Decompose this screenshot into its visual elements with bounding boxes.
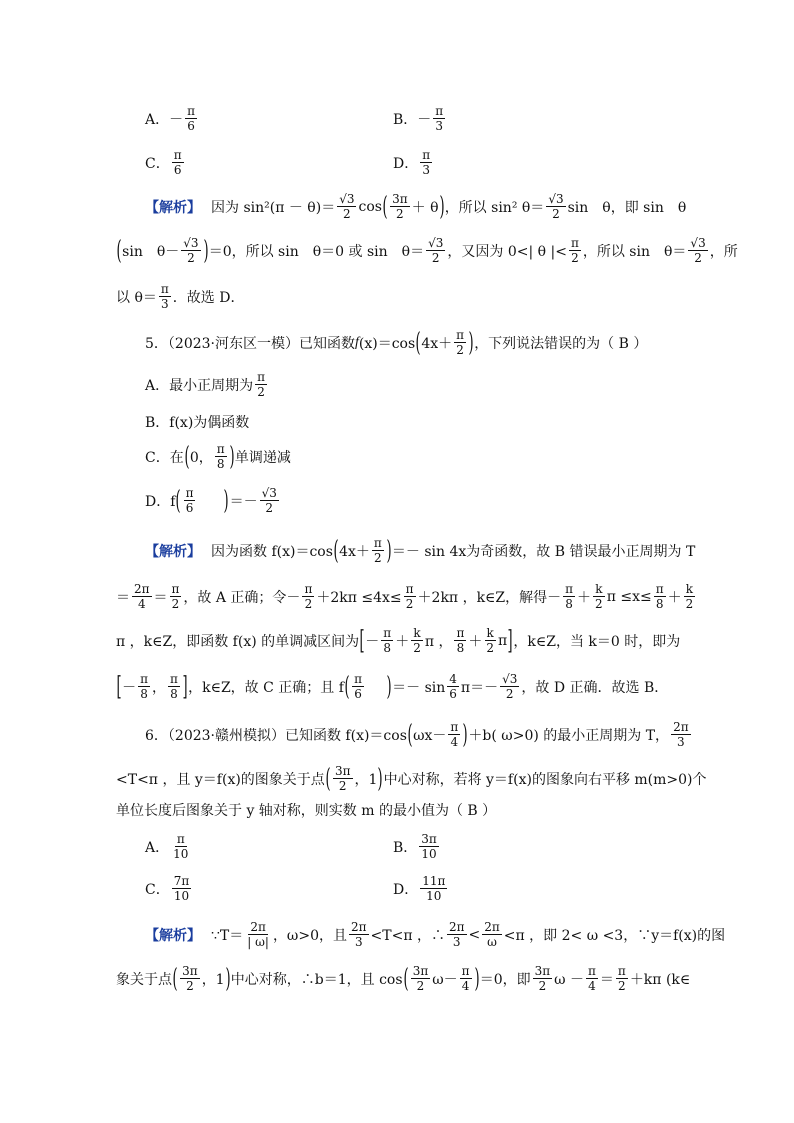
text-run: ，所以 sin² θ＝ xyxy=(444,199,545,216)
fraction xyxy=(616,964,628,993)
q5-option-c xyxy=(145,442,291,471)
fraction xyxy=(255,370,267,399)
text-run: 因为函数 f(x)＝cos xyxy=(211,543,333,560)
text-run: A．最小正周期为 xyxy=(145,377,254,394)
fraction-numerator: π xyxy=(456,626,465,640)
text-run: C． xyxy=(145,155,170,172)
fraction xyxy=(454,328,466,357)
fraction-denominator: 2 xyxy=(257,385,265,399)
fraction-denominator: 2 xyxy=(618,979,626,993)
text-run: 5．（2023·河东区一模）已知函数 xyxy=(145,335,355,352)
text-run: D． xyxy=(393,881,419,898)
fraction xyxy=(352,672,364,701)
fraction-numerator: π xyxy=(216,442,225,456)
fraction-denominator: 6 xyxy=(449,687,457,701)
fraction-numerator: π xyxy=(187,104,196,118)
fraction-denominator: 4 xyxy=(588,979,596,993)
fraction xyxy=(586,964,598,993)
fraction-denominator: | ω| xyxy=(247,935,269,949)
fraction-denominator: 4 xyxy=(137,597,146,611)
fraction-numerator: π xyxy=(160,282,169,296)
text-run: D． xyxy=(393,155,419,172)
q5-stem xyxy=(145,328,647,357)
text-run: ，故 D 正确．故选 B． xyxy=(521,679,669,696)
text-run: ＝0，所以 sin θ＝0 或 sin θ＝ xyxy=(208,243,425,260)
text-run: ＝－ sin 4x为奇函数，故 B 错误最小正周期为 T xyxy=(391,543,696,560)
fraction-numerator: 4 xyxy=(449,672,457,686)
fraction-denominator: 2 xyxy=(685,597,694,611)
fraction-denominator: 2 xyxy=(265,501,274,515)
text-run: 中心对称，∴b＝1，且 cos xyxy=(230,971,403,988)
fraction-denominator: 2 xyxy=(304,597,313,611)
text-run: < xyxy=(468,926,481,943)
text-run: ＝－ sin xyxy=(392,679,446,696)
bracket: ( xyxy=(344,671,350,702)
fraction-denominator: 3 xyxy=(161,297,169,311)
q6-stem-line-2 xyxy=(116,764,707,793)
bracket: ) xyxy=(439,191,445,222)
bracket: ( xyxy=(184,441,190,472)
fraction-numerator: 7π xyxy=(173,874,190,888)
bracket: ) xyxy=(462,719,468,750)
q5-solution-line-3 xyxy=(116,626,680,655)
fraction xyxy=(460,964,472,993)
text-run: ＋kπ (k∈ xyxy=(629,971,691,988)
text-run: 因为 sin²(π － θ)＝ xyxy=(211,199,336,216)
fraction-denominator: 6 xyxy=(187,119,195,133)
option-a xyxy=(145,104,199,133)
text-run: 中心对称，若将 y＝f(x)的图象向右平移 m(m>0)个 xyxy=(383,771,707,788)
q5-solution-line-4 xyxy=(116,672,668,701)
fraction-numerator: π xyxy=(570,236,579,250)
fraction xyxy=(533,964,553,993)
text-run: － xyxy=(365,633,380,650)
fraction-numerator: 2π xyxy=(673,720,689,734)
text-run: ＋ xyxy=(395,633,410,650)
q6-solution-line-1 xyxy=(145,920,725,949)
text-run: ，k∈Z，故 C 正确；且 f xyxy=(188,679,344,696)
fraction xyxy=(372,536,384,565)
q4-solution-line-3 xyxy=(116,282,244,311)
fraction xyxy=(390,192,410,221)
fraction-denominator: 8 xyxy=(170,687,178,701)
q4-solution-line-1 xyxy=(145,192,686,221)
fraction-denominator: 8 xyxy=(216,457,225,471)
bracket: ( xyxy=(407,719,413,750)
analysis-label: 【解析】 xyxy=(145,199,201,216)
fraction-denominator: 8 xyxy=(565,597,573,611)
fraction-numerator: 3π xyxy=(421,832,437,846)
fraction xyxy=(654,582,666,611)
fraction-denominator: 8 xyxy=(655,597,664,611)
text-run: ＋ xyxy=(667,589,682,606)
fraction-denominator: 8 xyxy=(456,641,465,655)
fraction-numerator: π xyxy=(171,582,180,596)
bracket: ) xyxy=(203,235,209,266)
q6-stem-line-1 xyxy=(145,720,693,749)
fraction-numerator: 2π xyxy=(484,920,500,934)
q5-option-b xyxy=(145,412,249,432)
text-run: D．f xyxy=(145,493,176,510)
fraction-numerator: k xyxy=(685,582,694,596)
fraction xyxy=(593,582,605,611)
fraction-denominator: 2 xyxy=(186,979,194,993)
fraction xyxy=(168,672,180,701)
text-run: C．在 xyxy=(145,449,184,466)
q5-solution-line-1 xyxy=(145,536,695,565)
bracket: [ xyxy=(116,671,122,702)
text-run: ωx－ xyxy=(413,727,447,744)
bracket: ] xyxy=(182,671,188,702)
text-run: sin θ，即 sin θ xyxy=(567,199,687,216)
text-run: 单调递减 xyxy=(234,449,291,466)
text-run: cos xyxy=(358,198,382,215)
fraction-denominator: 2 xyxy=(171,597,180,611)
option-c xyxy=(145,148,186,177)
text-run: π＝－ xyxy=(460,679,499,696)
text-run: f xyxy=(355,334,359,350)
fraction-denominator: 2 xyxy=(505,687,514,701)
fraction-denominator: 2 xyxy=(338,779,347,793)
fraction-numerator: 2π xyxy=(250,920,266,934)
text-run: ＋b( ω>0) 的最小正周期为 T， xyxy=(468,727,670,744)
fraction-numerator: π xyxy=(173,148,182,162)
fraction-denominator: 2 xyxy=(187,251,195,265)
bracket: ) xyxy=(225,963,231,994)
fraction-denominator: 2 xyxy=(456,343,464,357)
text-run: 0， xyxy=(189,449,213,466)
fraction-denominator: 2 xyxy=(416,979,425,993)
text-run: <T<π ，∴ xyxy=(370,927,445,944)
bracket: ( xyxy=(403,963,409,994)
fraction xyxy=(171,832,190,861)
q6-option-d xyxy=(393,874,449,903)
fraction xyxy=(482,920,502,949)
fraction-denominator: 10 xyxy=(173,847,189,861)
q5-solution-line-2 xyxy=(116,582,697,611)
bracket: ) xyxy=(468,327,474,358)
text-run: 象关于点 xyxy=(116,971,172,988)
fraction-numerator: π xyxy=(461,964,470,978)
text-run: B． xyxy=(393,839,418,856)
fraction-numerator: √3 xyxy=(261,486,277,500)
text-run: B．f(x)为偶函数 xyxy=(145,415,250,431)
fraction-numerator: k xyxy=(486,626,494,640)
option-d xyxy=(393,148,434,177)
bracket: ( xyxy=(382,191,388,222)
fraction xyxy=(447,920,467,949)
fraction-numerator: π xyxy=(450,720,459,734)
text-run: ，所以 sin θ＝ xyxy=(582,243,687,260)
text-run: C． xyxy=(145,881,170,898)
fraction-numerator: 3π xyxy=(182,964,198,978)
fraction-numerator: 3π xyxy=(392,192,408,206)
bracket: ( xyxy=(333,535,339,566)
fraction xyxy=(337,192,356,221)
fraction-denominator: 6 xyxy=(354,687,362,701)
fraction-denominator: 2 xyxy=(694,251,702,265)
fraction xyxy=(170,582,182,611)
fraction-numerator: π xyxy=(373,536,382,550)
fraction-denominator: 3 xyxy=(435,119,444,133)
fraction-denominator: 2 xyxy=(571,251,579,265)
fraction-numerator: 3π xyxy=(412,964,429,978)
bracket: ( xyxy=(116,235,122,266)
text-run: ＝0，即 xyxy=(479,971,531,988)
text-run: ＝ xyxy=(153,589,168,606)
text-run: ＝ xyxy=(116,589,130,606)
bracket: ) xyxy=(386,535,392,566)
fraction xyxy=(420,148,432,177)
fraction-denominator: 6 xyxy=(185,501,194,515)
fraction-denominator: 8 xyxy=(383,641,392,655)
fraction-numerator: √3 xyxy=(502,672,518,686)
text-run: B． xyxy=(393,111,418,128)
fraction-numerator: π xyxy=(140,672,149,686)
fraction xyxy=(411,626,423,655)
fraction xyxy=(245,920,271,949)
text-run: ，下列说法错误的为（ B ） xyxy=(474,335,648,352)
text-run: π ， xyxy=(424,633,453,650)
text-run: 6．（2023·赣州模拟）已知函数 f(x)＝cos xyxy=(145,727,407,744)
fraction-numerator: π xyxy=(405,582,414,596)
fraction-denominator: 2 xyxy=(552,207,560,221)
text-run: ω － xyxy=(554,971,585,988)
q6-solution-line-2 xyxy=(116,964,690,993)
text-run: 4x＋ xyxy=(421,335,453,352)
fraction-denominator: 10 xyxy=(173,889,190,903)
text-run: ，1 xyxy=(201,971,225,988)
text-run: ω－ xyxy=(432,971,458,988)
text-run: ．故选 D． xyxy=(172,289,245,306)
fraction-numerator: 3π xyxy=(334,764,351,778)
text-run: π ，k∈Z，即函数 f(x) 的单调减区间为 xyxy=(116,633,360,650)
text-run: 4x＋ xyxy=(339,543,370,560)
text-run: ∵T＝ xyxy=(211,927,244,944)
fraction xyxy=(138,672,150,701)
bracket: ( xyxy=(175,485,182,516)
fraction xyxy=(185,104,197,133)
fraction xyxy=(172,148,184,177)
q5-option-a xyxy=(145,370,269,399)
fraction xyxy=(381,626,393,655)
fraction xyxy=(419,832,439,861)
text-run: <T<π ，且 y＝f(x)的图象关于点 xyxy=(116,771,325,788)
text-run: ，所 xyxy=(709,243,738,260)
fraction xyxy=(420,874,447,903)
fraction-numerator: π xyxy=(617,964,626,978)
text-run: A． xyxy=(145,839,170,856)
bracket: ) xyxy=(386,671,392,702)
bracket: ) xyxy=(474,963,480,994)
fraction xyxy=(563,582,575,611)
text-run: 单位长度后图象关于 y 轴对称，则实数 m 的最小值为（ B ） xyxy=(116,803,497,819)
text-run: ＋ xyxy=(577,589,592,606)
fraction xyxy=(349,920,369,949)
fraction xyxy=(404,582,416,611)
fraction xyxy=(215,442,227,471)
fraction-numerator: π xyxy=(257,370,266,384)
q4-solution-line-2 xyxy=(116,236,738,265)
fraction-denominator: 2 xyxy=(595,597,603,611)
text-run: ，ω>0，且 xyxy=(272,927,347,944)
fraction xyxy=(546,192,565,221)
text-run: ＋ θ xyxy=(411,199,439,216)
text-run: sin θ－ xyxy=(122,243,180,260)
fraction xyxy=(684,582,696,611)
fraction-numerator: π xyxy=(170,672,178,686)
fraction xyxy=(671,720,691,749)
text-run: A． xyxy=(145,111,170,128)
fraction-denominator: 4 xyxy=(461,979,470,993)
fraction-numerator: 2π xyxy=(351,920,367,934)
fraction-numerator: π xyxy=(185,486,194,500)
fraction-numerator: 11π xyxy=(422,874,446,888)
option-b xyxy=(393,104,447,133)
fraction-numerator: √3 xyxy=(339,192,355,206)
fraction-numerator: √3 xyxy=(183,236,199,250)
text-run: ，1 xyxy=(354,771,378,788)
text-run: 【解析】 xyxy=(145,927,201,944)
text-run: ，又因为 0<| θ |< xyxy=(447,243,567,260)
fraction-denominator: 2 xyxy=(538,979,547,993)
fraction-denominator: 3 xyxy=(422,163,430,177)
fraction-numerator: π xyxy=(304,582,313,596)
bracket: ) xyxy=(229,441,235,472)
fraction-numerator: π xyxy=(176,832,185,846)
fraction-numerator: π xyxy=(354,672,362,686)
fraction-numerator: π xyxy=(422,148,431,162)
fraction xyxy=(302,582,314,611)
fraction-denominator: 2 xyxy=(431,251,440,265)
text-run: π xyxy=(498,632,508,649)
text-run: 【解析】 xyxy=(145,543,201,560)
q6-option-b xyxy=(393,832,441,861)
fraction-denominator: 10 xyxy=(421,847,437,861)
q6-option-a xyxy=(145,832,192,861)
fraction-denominator: 2 xyxy=(413,641,421,655)
bracket: ( xyxy=(415,327,421,358)
fraction-denominator: 3 xyxy=(354,935,363,949)
fraction xyxy=(569,236,581,265)
text-run: <π ，即 2< ω <3，∵y＝f(x)的图 xyxy=(503,927,726,944)
fraction xyxy=(688,236,707,265)
fraction xyxy=(448,720,460,749)
fraction xyxy=(500,672,519,701)
bracket: ) xyxy=(223,485,230,516)
fraction-denominator: 6 xyxy=(173,163,182,177)
fraction-denominator: 2 xyxy=(374,551,382,565)
fraction-denominator: 10 xyxy=(426,889,442,903)
text-run: π ≤x≤ xyxy=(606,588,652,605)
fraction xyxy=(333,764,353,793)
fraction-denominator: ω xyxy=(487,935,497,949)
fraction-numerator: π xyxy=(456,328,465,342)
text-run: － xyxy=(417,111,432,128)
text-run: (x)＝cos xyxy=(358,335,416,352)
fraction-denominator: 2 xyxy=(405,597,414,611)
fraction xyxy=(484,626,496,655)
fraction-numerator: k xyxy=(413,626,421,640)
text-run: ＋ xyxy=(468,633,483,650)
fraction xyxy=(172,874,192,903)
fraction-numerator: √3 xyxy=(690,236,706,250)
bracket: ( xyxy=(325,763,331,794)
text-run: ， xyxy=(152,679,167,696)
fraction-numerator: √3 xyxy=(428,236,444,250)
fraction-numerator: k xyxy=(595,582,603,596)
text-run: ＝－ xyxy=(229,493,258,510)
text-run: 以 θ＝ xyxy=(116,289,157,306)
fraction-denominator: 3 xyxy=(452,935,461,949)
fraction-numerator: π xyxy=(435,104,444,118)
q6-option-c xyxy=(145,874,193,903)
fraction-numerator: π xyxy=(655,582,664,596)
fraction xyxy=(260,486,279,515)
fraction xyxy=(184,486,196,515)
fraction xyxy=(426,236,445,265)
text-run: － xyxy=(169,111,184,128)
fraction-numerator: 2π xyxy=(448,920,465,934)
fraction-numerator: π xyxy=(565,582,574,596)
fraction-numerator: π xyxy=(383,626,392,640)
fraction-denominator: 2 xyxy=(396,207,404,221)
text-run: ＋2kπ ≤4x≤ xyxy=(316,589,402,606)
fraction-denominator: 4 xyxy=(450,735,459,749)
fraction xyxy=(132,582,152,611)
fraction-denominator: 2 xyxy=(486,641,495,655)
bracket: ] xyxy=(507,625,513,656)
fraction xyxy=(454,626,466,655)
q5-option-d xyxy=(145,486,281,515)
fraction xyxy=(181,236,200,265)
fraction xyxy=(159,282,171,311)
text-run: ，故 A 正确；令－ xyxy=(183,589,301,606)
fraction-numerator: √3 xyxy=(548,192,564,206)
bracket: ) xyxy=(377,763,384,794)
fraction-denominator: 8 xyxy=(140,687,148,701)
text-run: ＋2kπ ，k∈Z，解得－ xyxy=(417,589,562,606)
fraction-numerator: 3π xyxy=(534,964,551,978)
fraction-denominator: 2 xyxy=(343,207,351,221)
fraction xyxy=(433,104,445,133)
text-run: ，k∈Z，当 k＝0 时，即为 xyxy=(513,633,681,650)
fraction-denominator: 3 xyxy=(677,735,685,749)
text-run: ＝ xyxy=(599,971,614,988)
q6-stem-line-3 xyxy=(116,800,496,820)
fraction xyxy=(411,964,431,993)
fraction-numerator: 2π xyxy=(134,582,150,596)
fraction xyxy=(447,672,459,701)
fraction xyxy=(180,964,200,993)
bracket: ( xyxy=(172,963,178,994)
text-run: － xyxy=(122,679,137,696)
fraction-numerator: π xyxy=(588,964,596,978)
bracket: [ xyxy=(359,625,365,656)
